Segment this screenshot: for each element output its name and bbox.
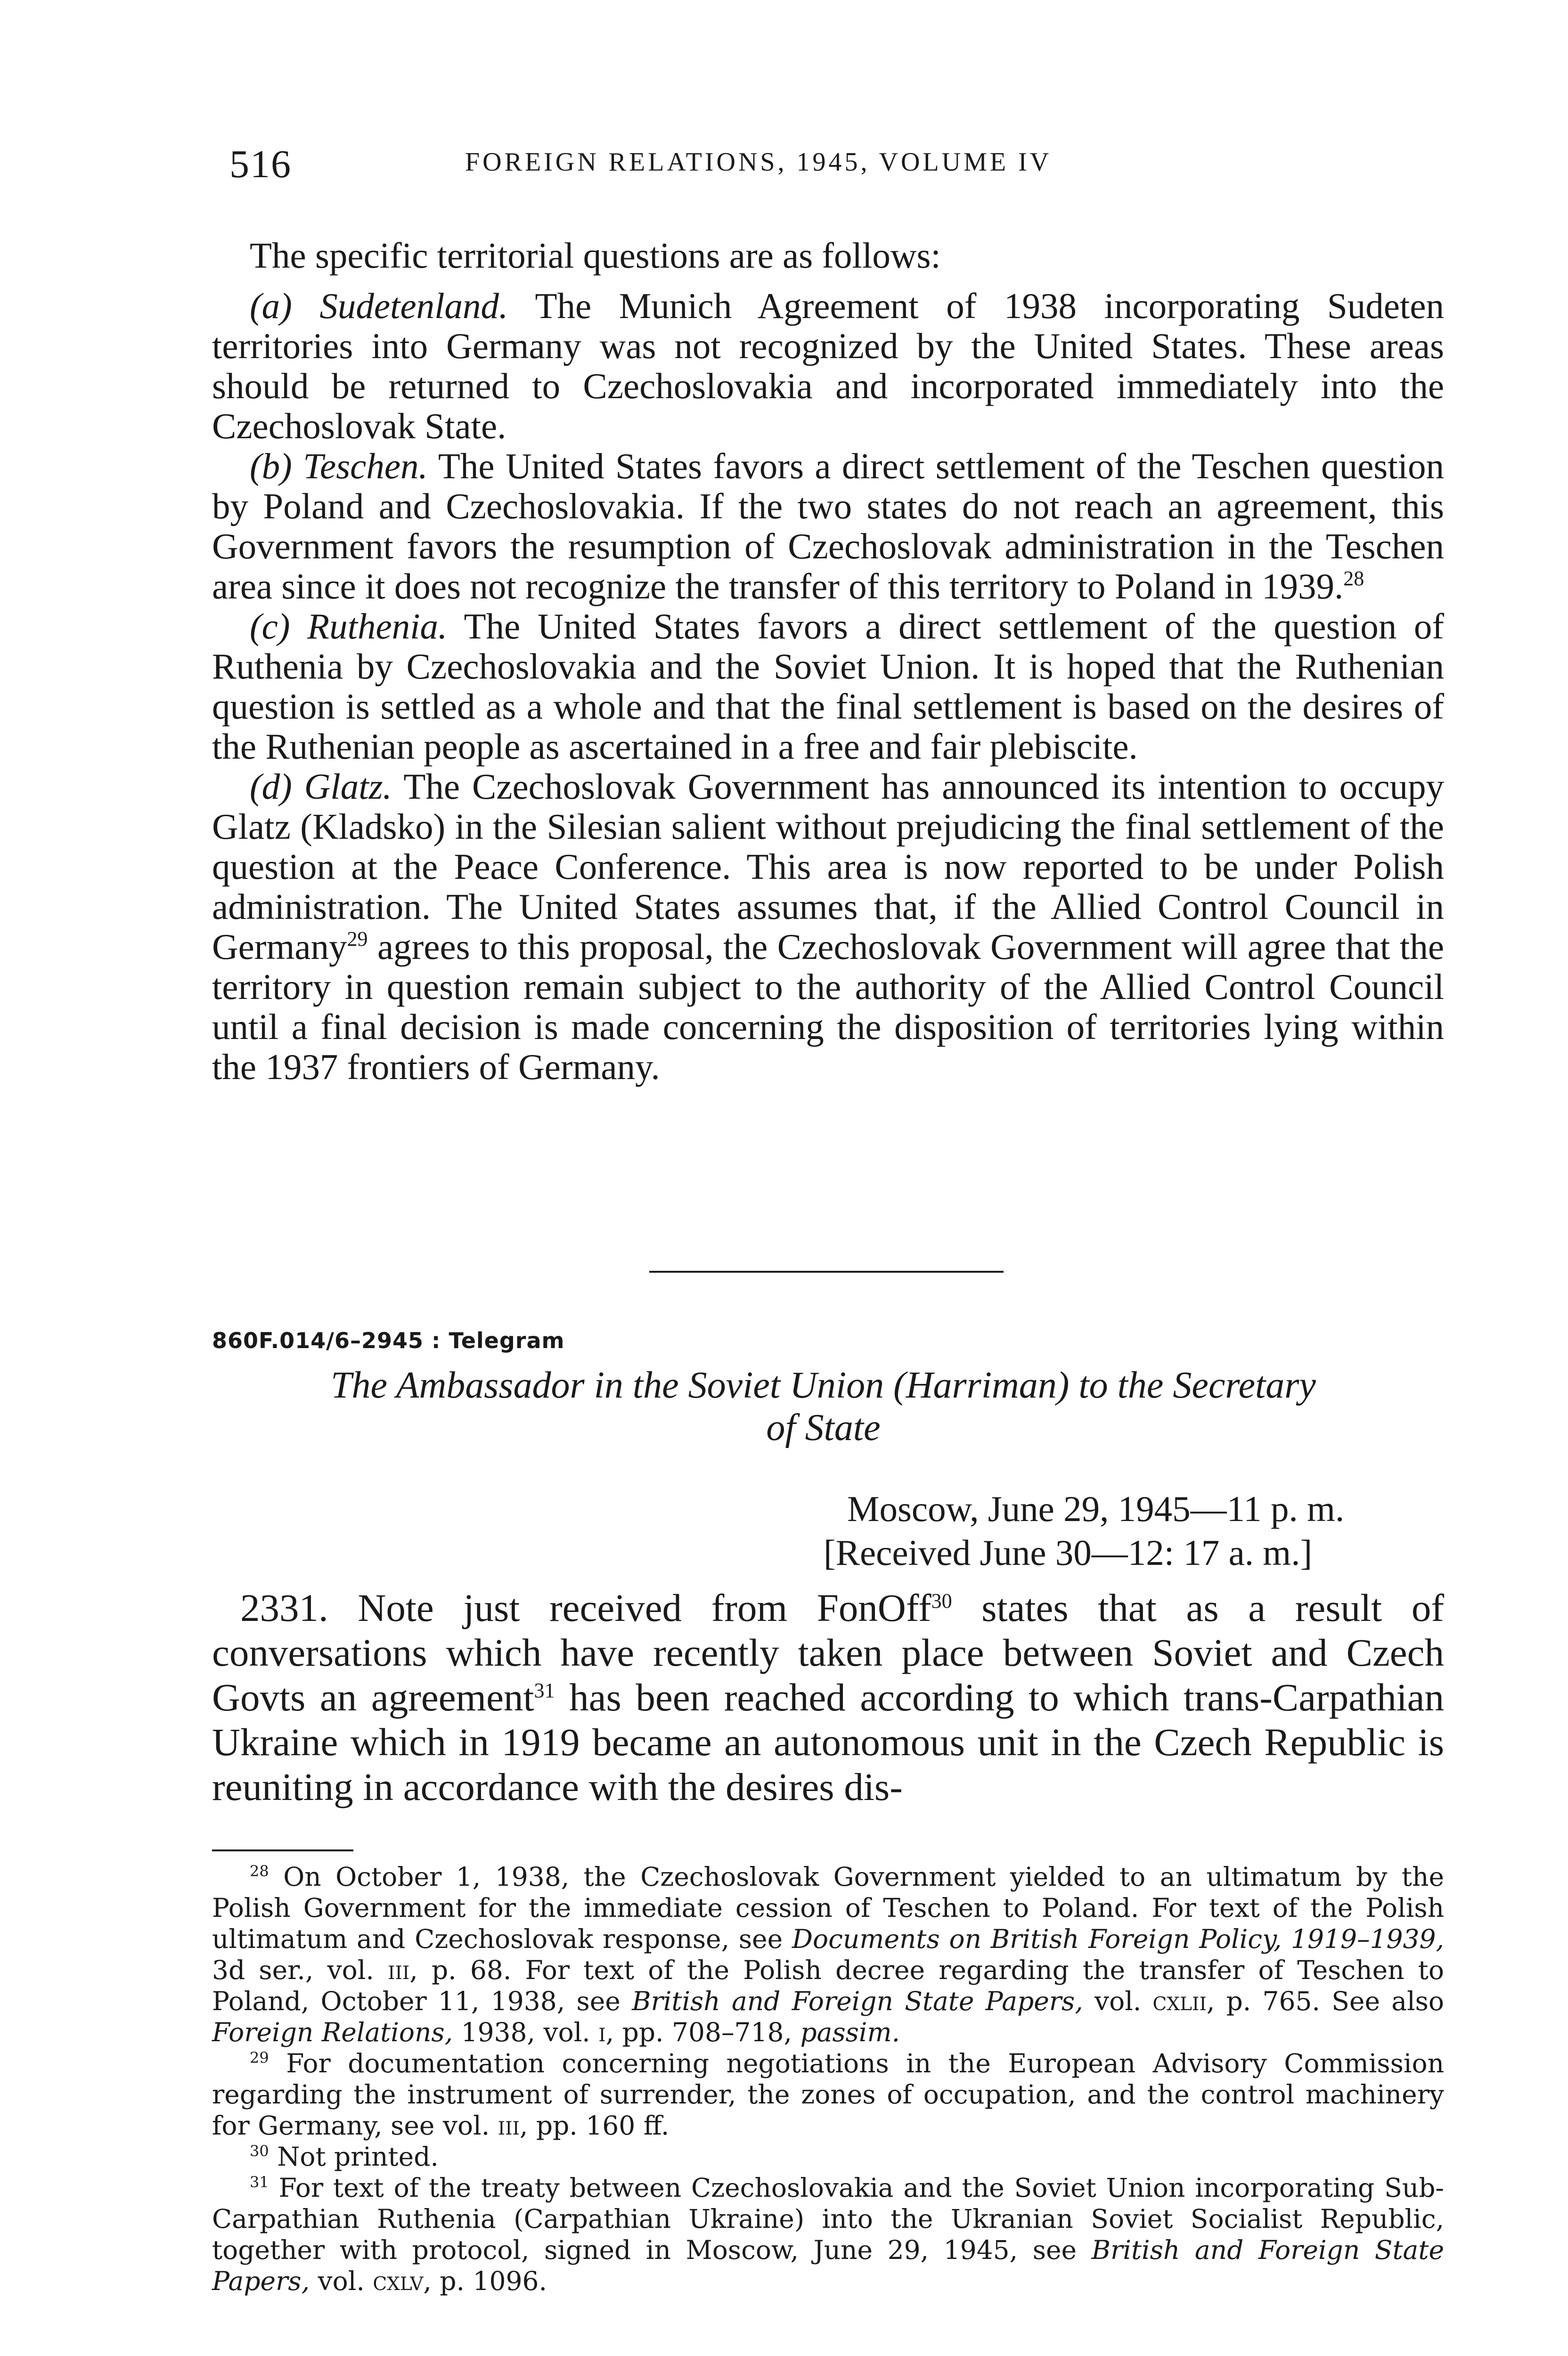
dateline <box>824 1489 1441 1573</box>
running-head <box>229 141 1445 184</box>
item-text-continued: agrees to this proposal, the Czechoslovak Government will agree that the territory in question remain subject to the authority of the Allied Control Council until a final decision is made concerning the disposition of territories lying within the 1937 frontiers of Germany. <box>212 926 1444 1087</box>
footnote-number: 29 <box>250 2049 269 2067</box>
telegram-text: states that as a result of conversations which have recently taken place between Soviet and Czech Govts an agreement <box>212 1586 1444 1719</box>
footnote-ref[interactable]: 30 <box>931 1589 952 1612</box>
footnote-text: , p. 68. For text of the Polish decree regarding the transfer of Teschen to Poland, October 11, 1938, see <box>212 1955 1445 2016</box>
footnote-text: iii <box>498 2111 520 2141</box>
footnote-text: i <box>598 2017 606 2047</box>
footnote-text: cxlv <box>373 2266 424 2296</box>
telegram-number: 2331. <box>240 1586 328 1629</box>
item-glatz <box>212 767 1444 1087</box>
footnote-text: Not printed. <box>277 2142 439 2172</box>
received-line: [Received June 30—12: 17 a. m.] <box>824 1532 1313 1573</box>
footnote-text: vol. <box>1083 1986 1153 2016</box>
footnote-divider <box>212 1849 353 1851</box>
footnote-text: Documents on British Foreign Policy, 1919–1939, <box>792 1924 1444 1954</box>
territorial-questions <box>212 236 1444 1087</box>
item-heading: Ruthenia. <box>307 606 448 646</box>
footnote-text: 1938, vol. <box>453 2017 599 2047</box>
footnote-text: , pp. 708–718, <box>605 2017 800 2047</box>
section-divider <box>649 1271 1004 1273</box>
footnote-text: passim. <box>800 2017 900 2047</box>
footnotes <box>212 1861 1444 2297</box>
item-teschen <box>212 446 1444 606</box>
running-title: FOREIGN RELATIONS, 1945, VOLUME IV <box>465 147 1052 177</box>
item-text: The United States favors a direct settlement of the question of Ruthenia by Czechoslovakia and the Soviet Union. It is hoped that the Ruthenian question is settled as a whole and that the final settlement is based on the desires of the Ruthenian people as ascertained in a free and fair plebiscite. <box>212 606 1444 767</box>
item-heading: Sudetenland. <box>319 286 508 326</box>
footnote-number: 30 <box>250 2142 269 2160</box>
item-ruthenia <box>212 606 1444 767</box>
footnote-30 <box>212 2141 1444 2172</box>
footnote-text: , p. 1096. <box>423 2266 547 2296</box>
footnote-text: vol. <box>310 2266 373 2296</box>
item-text: The Munich Agreement of 1938 incorporating Sudeten territories into Germany was not recognized by the United States. These areas should be returned to Czechoslovakia and incorporated immediately into the Czechoslovak State. <box>212 286 1444 446</box>
intro-paragraph: The specific territorial questions are as follows: <box>250 235 941 276</box>
item-text: The United States favors a direct settlement of the Teschen question by Poland and Czechoslovakia. If the two states do not reach an agreement, this Government favors the resumption of Czechoslovak administration in the Teschen area since it does not recognize the transfer of this territory to Poland in 1939. <box>212 446 1445 606</box>
footnote-number: 28 <box>250 1862 269 1880</box>
footnote-text: 3d ser., vol. <box>212 1955 388 1985</box>
item-text: The Czechoslovak Government has announced its intention to occupy Glatz (Kladsko) in the Silesian salient without prejudicing the final settlement of the question at the Peace Conference. This area is now reported to be under Polish administration. The United States assumes that, if the Allied Control Council in Germany <box>212 766 1444 967</box>
footnote-28 <box>212 1861 1444 2048</box>
footnote-text: For documentation concerning negotiations in the European Advisory Commission regarding the instrument of surrender, the zones of occupation, and the control machinery for Germany, see vol. <box>212 2048 1445 2141</box>
footnote-ref[interactable]: 31 <box>534 1679 555 1702</box>
document-title-line-1: The Ambassador in the Soviet Union (Harriman) to the Secretary <box>331 1365 1316 1406</box>
page-number: 516 <box>229 142 292 186</box>
footnote-text: For text of the treaty between Czechoslovakia and the Soviet Union incorporating Sub-Carpathian Ruthenia (Carpathian Ukraine) into the Ukranian Soviet Socialist Republic, together with protocol, signed in Moscow, June 29, 1945, see <box>212 2173 1445 2265</box>
footnote-text: iii <box>388 1955 410 1985</box>
footnote-31 <box>212 2172 1444 2297</box>
footnote-text: cxlii <box>1152 1986 1207 2016</box>
item-letter: (d) <box>250 766 292 807</box>
telegram-body <box>212 1586 1444 1809</box>
telegram-text: has been reached according to which trans-Carpathian Ukraine which in 1919 became an autonomous unit in the Czech Republic is reuniting in accordance with the desires dis- <box>212 1676 1444 1808</box>
item-heading: Teschen. <box>303 446 428 486</box>
footnote-text: British and Foreign State Papers, <box>212 2235 1444 2296</box>
footnote-29 <box>212 2048 1444 2141</box>
telegram-text: Note just received from FonOff <box>328 1586 931 1629</box>
item-heading: Glatz. <box>304 766 392 807</box>
footnote-text: Foreign Relations, <box>212 2017 453 2047</box>
telegram-paragraph <box>212 1586 1444 1809</box>
footnote-text: , p. 765. See also <box>1206 1986 1444 2016</box>
footnote-ref[interactable]: 29 <box>347 927 368 950</box>
item-sudetenland <box>212 286 1444 446</box>
document-title <box>207 1364 1439 1449</box>
footnote-text: , pp. 160 ff. <box>519 2111 670 2141</box>
footnote-text: On October 1, 1938, the Czechoslovak Government yielded to an ultimatum by the Polish Government for the immediate cession of Teschen to Poland. For text of the Polish ultimatum and Czechoslovak response, see <box>212 1862 1444 1954</box>
file-reference: 860F.014/6–2945 : Telegram <box>212 1328 565 1353</box>
item-letter: (c) <box>250 606 290 646</box>
footnote-text: British and Foreign State Papers, <box>632 1986 1083 2016</box>
item-letter: (b) <box>250 446 292 486</box>
footnote-number: 31 <box>250 2173 269 2191</box>
dateline-place-time: Moscow, June 29, 1945—11 p. m. <box>847 1489 1345 1529</box>
footnote-ref[interactable]: 28 <box>1343 567 1364 590</box>
document-title-line-2: of State <box>766 1407 881 1448</box>
item-letter: (a) <box>250 286 292 326</box>
